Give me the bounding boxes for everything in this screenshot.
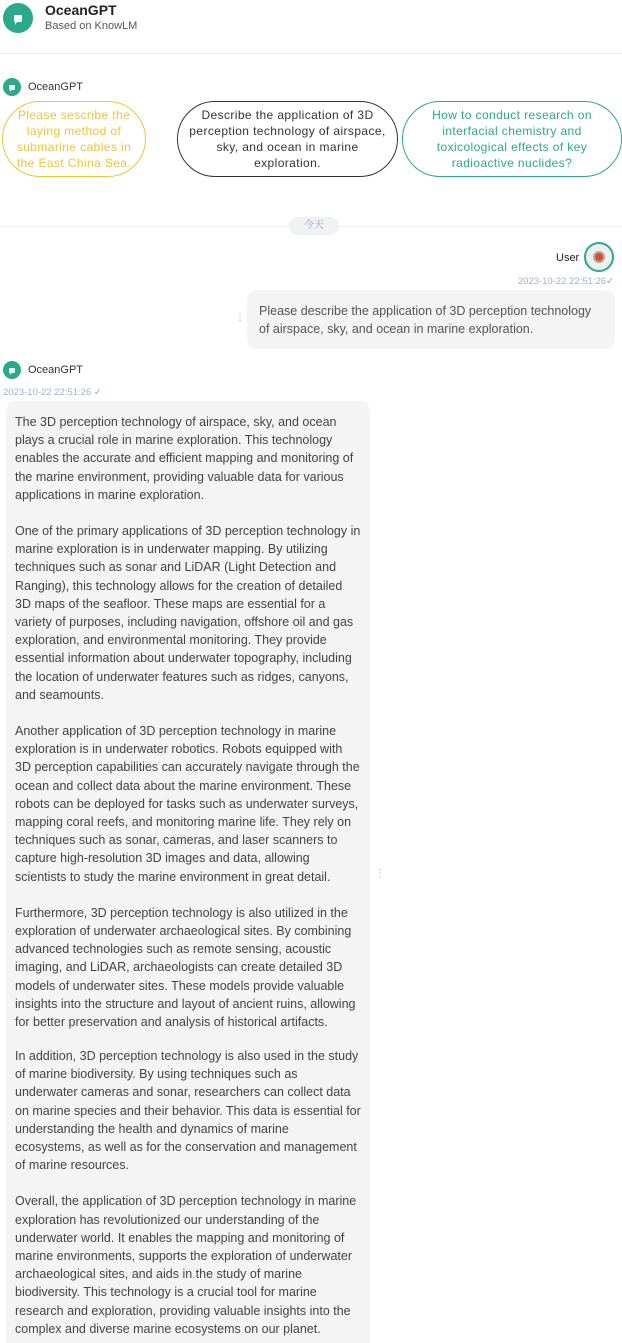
suggestion-text: Describe the application of 3D perception technology of airspace, sky, and ocean in marine exploration. xyxy=(189,108,386,170)
app-logo-icon xyxy=(3,3,33,33)
user-avatar[interactable] xyxy=(584,242,614,272)
suggestion-text: Please sescribe the laying method of submarine cables in the East China Sea. xyxy=(16,108,132,170)
bot-reply-timestamp: 2023-10-22 22:51:26 ✓ xyxy=(3,387,102,398)
reply-paragraph: Furthermore, 3D perception technology is also utilized in the exploration of underwater archaeological sites. By combining advanced technologies such as remote sensing, acoustic imaging, and LiDAR, archaeologists can create detailed 3D models of underwater sites. These models provide valuable insights into the structure and layout of ancient ruins, allowing for better preservation and analysis of historical artifacts. xyxy=(15,905,356,1030)
bot-reply-message xyxy=(6,401,370,1051)
user-timestamp: 2023-10-22 22:51:26✓ xyxy=(517,276,614,287)
app-subtitle: Based on KnowLM xyxy=(45,20,138,32)
header-divider xyxy=(0,53,622,54)
bot-reply-name: OceanGPT xyxy=(28,364,84,376)
reply-paragraph: One of the primary applications of 3D perception technology in marine exploration is in underwater mapping. By utilizing techniques such as sonar and LiDAR (Light Detection and Ranging), this technology allows for the creation of detailed 3D maps of the seafloor. These maps are essential for a variety of purposes, including navigation, offshore oil and gas exploration, and environmental monitoring. They provide essential information about underwater topography, including the location of underwater features such as ridges, canyons, and seamounts. xyxy=(15,524,361,702)
reply-paragraph: In addition, 3D perception technology is also used in the study of marine biodiversity. By using techniques such as underwater cameras and sonar, researchers can collect data on marine species and their behavior. This data is essential for understanding the health and dynamics of marine ecosystems, as well as for the conservation and management of marine resources. xyxy=(15,1049,361,1173)
date-divider: 今天 xyxy=(289,217,339,235)
reply-paragraph: Overall, the application of 3D perception technology in marine exploration has revolutionized our understanding of the underwater world. It enables the mapping and monitoring of marine environments, supports the exploration of underwater archaeological sites, and aids in the study of marine biodiversity. This technology is a crucial tool for marine research and exploration, providing valuable insights into the complex and diverse marine ecosystems on our planet. xyxy=(15,1194,357,1336)
read-check-icon: ✓ xyxy=(91,387,102,398)
bot-avatar-icon xyxy=(3,78,21,96)
app-title: OceanGPT xyxy=(45,2,117,18)
message-menu-icon[interactable]: ⋮ xyxy=(375,868,385,879)
suggestion-chip-1[interactable] xyxy=(2,101,146,177)
suggestion-chip-3[interactable] xyxy=(402,101,622,177)
reply-paragraph: The 3D perception technology of airspace, sky, and ocean plays a crucial role in marine exploration. This technology enables the accurate and efficient mapping and monitoring of the marine environment, providing valuable data for various applications in marine exploration. xyxy=(15,415,354,502)
read-check-icon: ✓ xyxy=(606,276,614,287)
suggestion-text: How to conduct research on interfacial chemistry and toxicological effects of key radioactive nuclides? xyxy=(432,108,592,170)
suggestion-chip-2[interactable] xyxy=(177,101,398,177)
bot-reply-avatar-icon xyxy=(3,361,21,379)
bot-reply-message-continued xyxy=(6,1043,370,1343)
user-message: Please describe the application of 3D perception technology of airspace, sky, and ocean in marine exploration. xyxy=(247,290,615,349)
reply-paragraph: Another application of 3D perception technology in marine exploration is in underwater robotics. Robots equipped with 3D perception capabilities can accurately navigate through the ocean and collect data about the marine environment. These robots can be deployed for tasks such as underwater surveys, mapping coral reefs, and monitoring marine life. They rely on techniques such as sonar, cameras, and laser scanners to capture high-resolution 3D images and data, allowing scientists to study the marine environment in great detail. xyxy=(15,724,360,884)
user-name: User xyxy=(556,252,580,264)
bot-name: OceanGPT xyxy=(28,81,84,93)
message-menu-icon[interactable]: ⋮ xyxy=(235,312,245,323)
